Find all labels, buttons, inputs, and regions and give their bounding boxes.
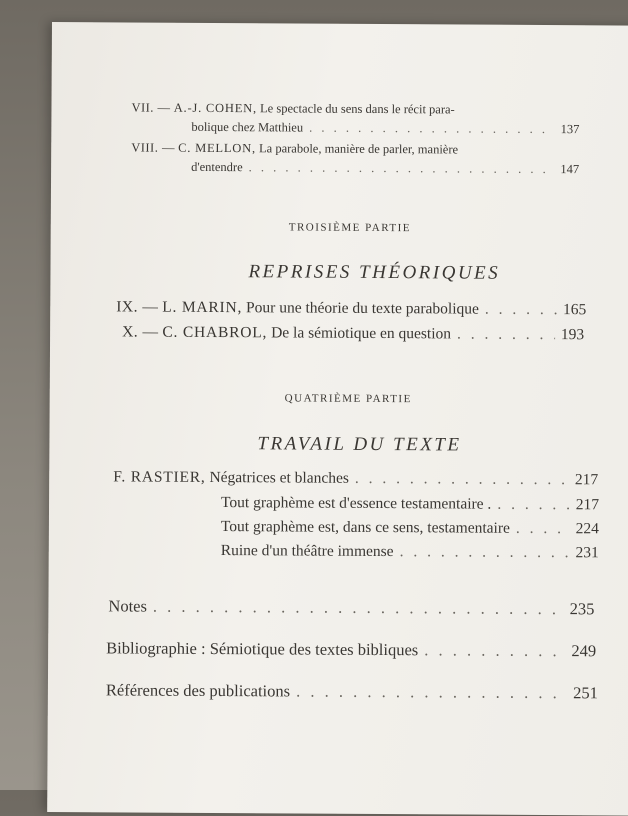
part3-title: REPRISES THÉORIQUES [248, 261, 501, 284]
entry-page: 249 [571, 641, 597, 661]
toc-subentry [221, 518, 599, 538]
entry-page: 137 [560, 122, 580, 137]
entry-page: 147 [560, 162, 580, 177]
entry-title: Pour une théorie du texte parabolique [246, 299, 479, 318]
entry-author: C. MELLON, [178, 140, 256, 156]
entry-title-line1: La parabole, manière de parler, manière [259, 141, 459, 157]
entry-title: Références des publications [105, 680, 291, 701]
leader-dots [296, 682, 567, 704]
entry-author: F. RASTIER, [113, 468, 206, 486]
leader-dots [516, 520, 570, 538]
entry-number: VIII. — [131, 140, 176, 155]
leader-dots [400, 543, 570, 562]
leader-dots [249, 160, 555, 177]
entry-page: 193 [560, 326, 585, 344]
entry-author: L. MARIN, [162, 298, 243, 317]
toc-entry-bibliographie [106, 638, 596, 661]
subentry-title: Tout graphème est d'essence testamentaire . [221, 494, 492, 513]
toc-entry-references [106, 680, 598, 703]
toc-entry-viii-line1 [131, 140, 571, 158]
leader-dots [424, 640, 565, 661]
entry-author: A.-J. COHEN, [173, 100, 257, 116]
leader-dots [485, 301, 557, 319]
toc-subentry [221, 542, 599, 562]
toc-subentry [221, 494, 599, 514]
entry-title: Négatrices et blanches [209, 468, 349, 487]
part4-label: QUATRIÈME PARTIE [284, 392, 412, 406]
part4-title: TRAVAIL DU TEXTE [257, 433, 462, 456]
leader-dots [457, 325, 555, 344]
entry-number: X. — [122, 323, 159, 341]
subentry-page: 231 [575, 544, 599, 562]
entry-page: 165 [562, 301, 587, 319]
subentry-page: 224 [575, 520, 599, 538]
entry-page: 251 [573, 683, 598, 703]
subentry-page: 217 [575, 496, 600, 514]
leader-dots [309, 121, 555, 137]
entry-title: De la sémiotique en question [271, 324, 452, 343]
toc-entry-vii-line1 [131, 100, 571, 118]
entry-title: Bibliographie : Sémiotique des textes bibliques [106, 638, 419, 660]
part3-label: TROISIÈME PARTIE [288, 221, 412, 235]
toc-entry-viii-line2 [191, 160, 579, 177]
entry-title-line2: d'entendre [191, 159, 243, 175]
leader-dots [497, 496, 570, 514]
leader-dots [355, 470, 569, 489]
entry-number: VII. — [131, 100, 171, 115]
entry-title: Notes [108, 596, 147, 616]
subentry-title: Tout graphème est, dans ce sens, testamentaire [220, 518, 510, 537]
entry-author: C. CHABROL, [162, 323, 268, 342]
subentry-title: Ruine d'un théâtre immense [220, 542, 394, 561]
entry-page: 235 [569, 599, 595, 619]
toc-entry-ix [116, 298, 586, 319]
entry-page: 217 [574, 471, 599, 489]
leader-dots [153, 597, 564, 620]
toc-entry-rastier [113, 468, 598, 489]
entry-number: IX. — [116, 298, 159, 316]
toc-entry-x [122, 323, 584, 344]
toc-entry-notes [108, 596, 594, 619]
entry-title-line1: Le spectacle du sens dans le récit para- [260, 101, 455, 117]
entry-title-line2: bolique chez Matthieu [191, 119, 304, 135]
toc-entry-vii-line2 [191, 120, 579, 137]
book-page [47, 22, 628, 816]
